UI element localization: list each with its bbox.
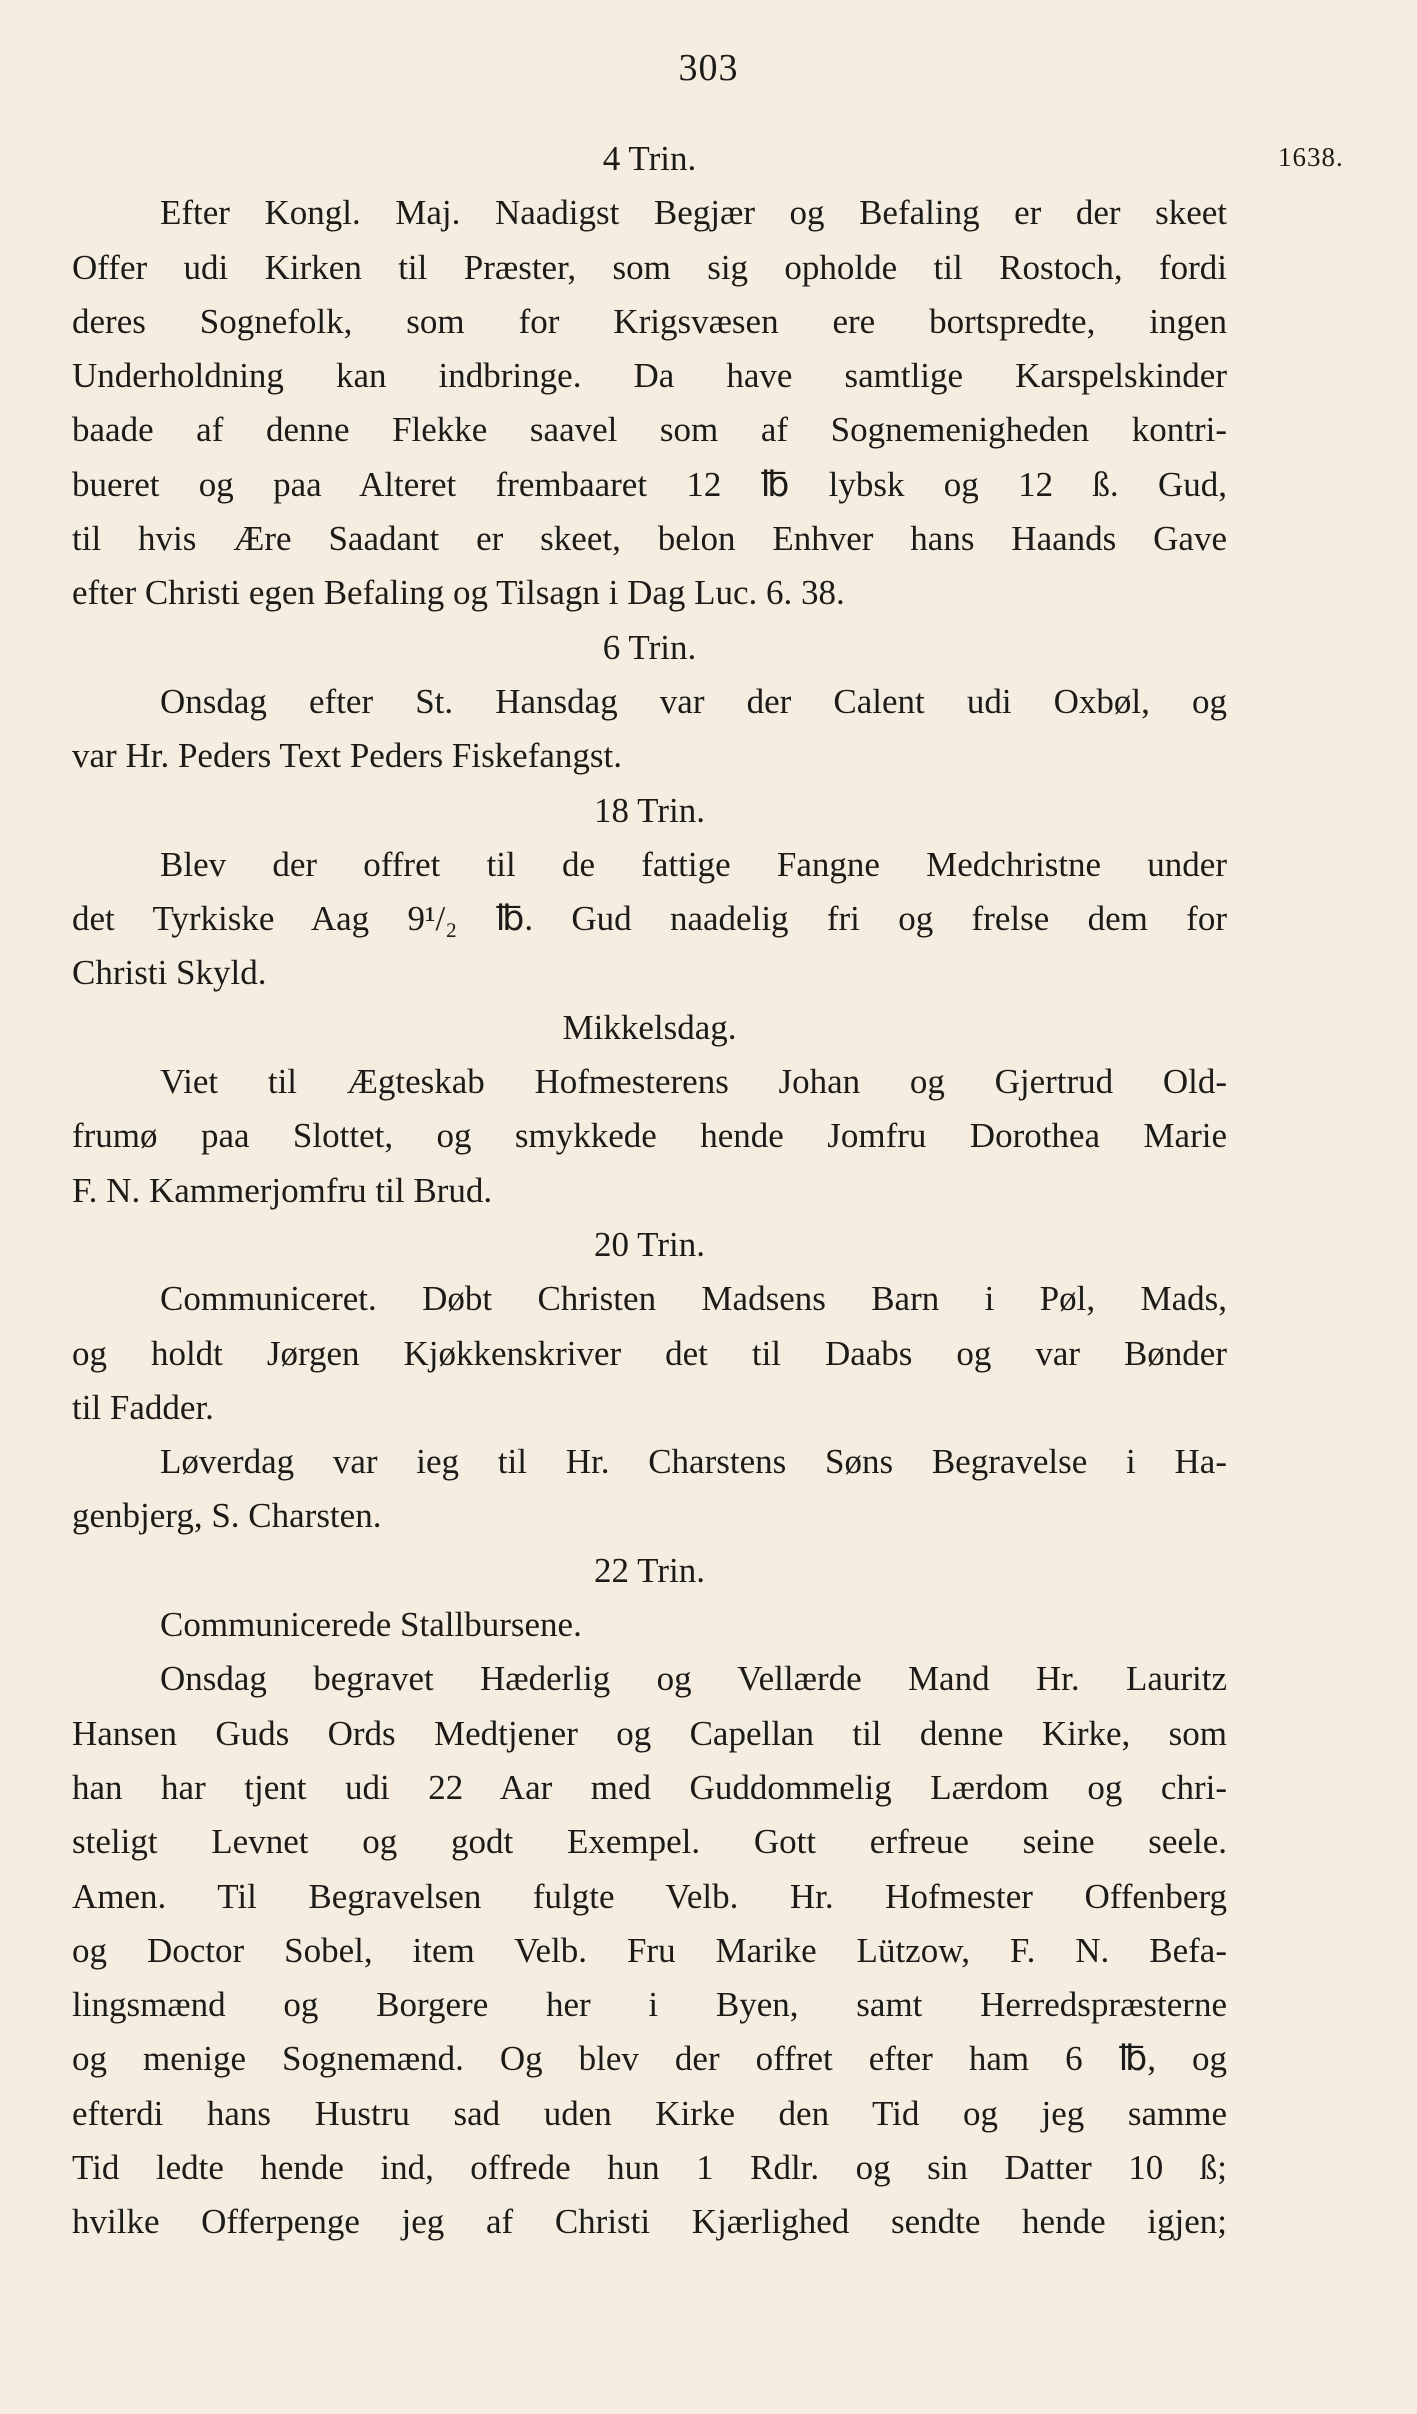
text-line: efterdi hans Hustru sad uden Kirke den Tid og jeg samme [72,2093,1227,2133]
text-line: han har tjent udi 22 Aar med Guddommelig Lærdom og chri- [72,1767,1227,1807]
text-line: efter Christi egen Befaling og Tilsagn i Dag Luc. 6. 38. [72,573,845,613]
section-heading: Mikkelsdag. [562,1007,737,1047]
text-line: og Doctor Sobel, item Velb. Fru Marike Lützow, F. N. Befa- [72,1930,1227,1970]
text-line: deres Sognefolk, som for Krigsvæsen ere bortspredte, ingen [72,301,1227,341]
text-line: lingsmænd og Borgere her i Byen, samt Herredspræsterne [72,1985,1227,2025]
text-line: og menige Sognemænd. Og blev der offret efter ham 6 ℔, og [72,2039,1227,2079]
text-line: til Fadder. [72,1387,214,1427]
text-line: Amen. Til Begravelsen fulgte Velb. Hr. Hofmester Offenberg [72,1876,1227,1916]
text-line: Offer udi Kirken til Præster, som sig opholde til Rostoch, fordi [72,247,1227,287]
text-line: til hvis Ære Saadant er skeet, belon Enhver hans Haands Gave [72,519,1227,559]
text-line: Communicerede Stallbursene. [160,1605,582,1645]
text-line: Viet til Ægteskab Hofmesterens Johan og Gjertrud Old- [160,1062,1227,1102]
text-line: Christi Skyld. [72,953,267,993]
page-number: 303 [678,47,739,89]
section-heading: 20 Trin. [594,1224,705,1264]
section-heading: 6 Trin. [602,627,697,667]
text-line: Underholdning kan indbringe. Da have samtlige Karspelskinder [72,356,1227,396]
text-line: og holdt Jørgen Kjøkkenskriver det til Daabs og var Bønder [72,1333,1227,1373]
text-line: Blev der offret til de fattige Fangne Medchristne under [160,844,1227,884]
text-line: baade af denne Flekke saavel som af Sognemenigheden kontri- [72,410,1227,450]
text-line: Communiceret. Døbt Christen Madsens Barn i Pøl, Mads, [160,1279,1227,1319]
margin-year-note: 1638. [1278,142,1344,172]
text-line: frumø paa Slottet, og smykkede hende Jomfru Dorothea Marie [72,1116,1227,1156]
text-line: Hansen Guds Ords Medtjener og Capellan til denne Kirke, som [72,1713,1227,1753]
text-line: Onsdag begravet Hæderlig og Vellærde Mand Hr. Lauritz [160,1659,1227,1699]
text-line: Løverdag var ieg til Hr. Charstens Søns Begravelse i Ha- [160,1442,1227,1482]
text-line: steligt Levnet og godt Exempel. Gott erfreue seine seele. [72,1822,1227,1862]
text-line: hvilke Offerpenge jeg af Christi Kjærlighed sendte hende igjen; [72,2202,1227,2242]
section-heading: 22 Trin. [594,1550,705,1590]
text-line: det Tyrkiske Aag 9¹/₂ ℔. Gud naadelig fri og frelse dem for [72,899,1227,939]
text-line: genbjerg, S. Charsten. [72,1496,382,1536]
text-line: Tid ledte hende ind, offrede hun 1 Rdlr. og sin Datter 10 ß; [72,2147,1227,2187]
section-heading: 18 Trin. [594,790,705,830]
section-heading: 4 Trin. [602,139,697,178]
text-line: F. N. Kammerjomfru til Brud. [72,1170,493,1210]
body-text [72,132,1227,2250]
text-line: Efter Kongl. Maj. Naadigst Begjær og Befaling er der skeet [160,193,1227,233]
text-line: Onsdag efter St. Hansdag var der Calent udi Oxbøl, og [160,681,1227,721]
text-line: var Hr. Peders Text Peders Fiskefangst. [72,736,623,776]
text-line: bueret og paa Alteret frembaaret 12 ℔ lybsk og 12 ß. Gud, [72,464,1227,504]
